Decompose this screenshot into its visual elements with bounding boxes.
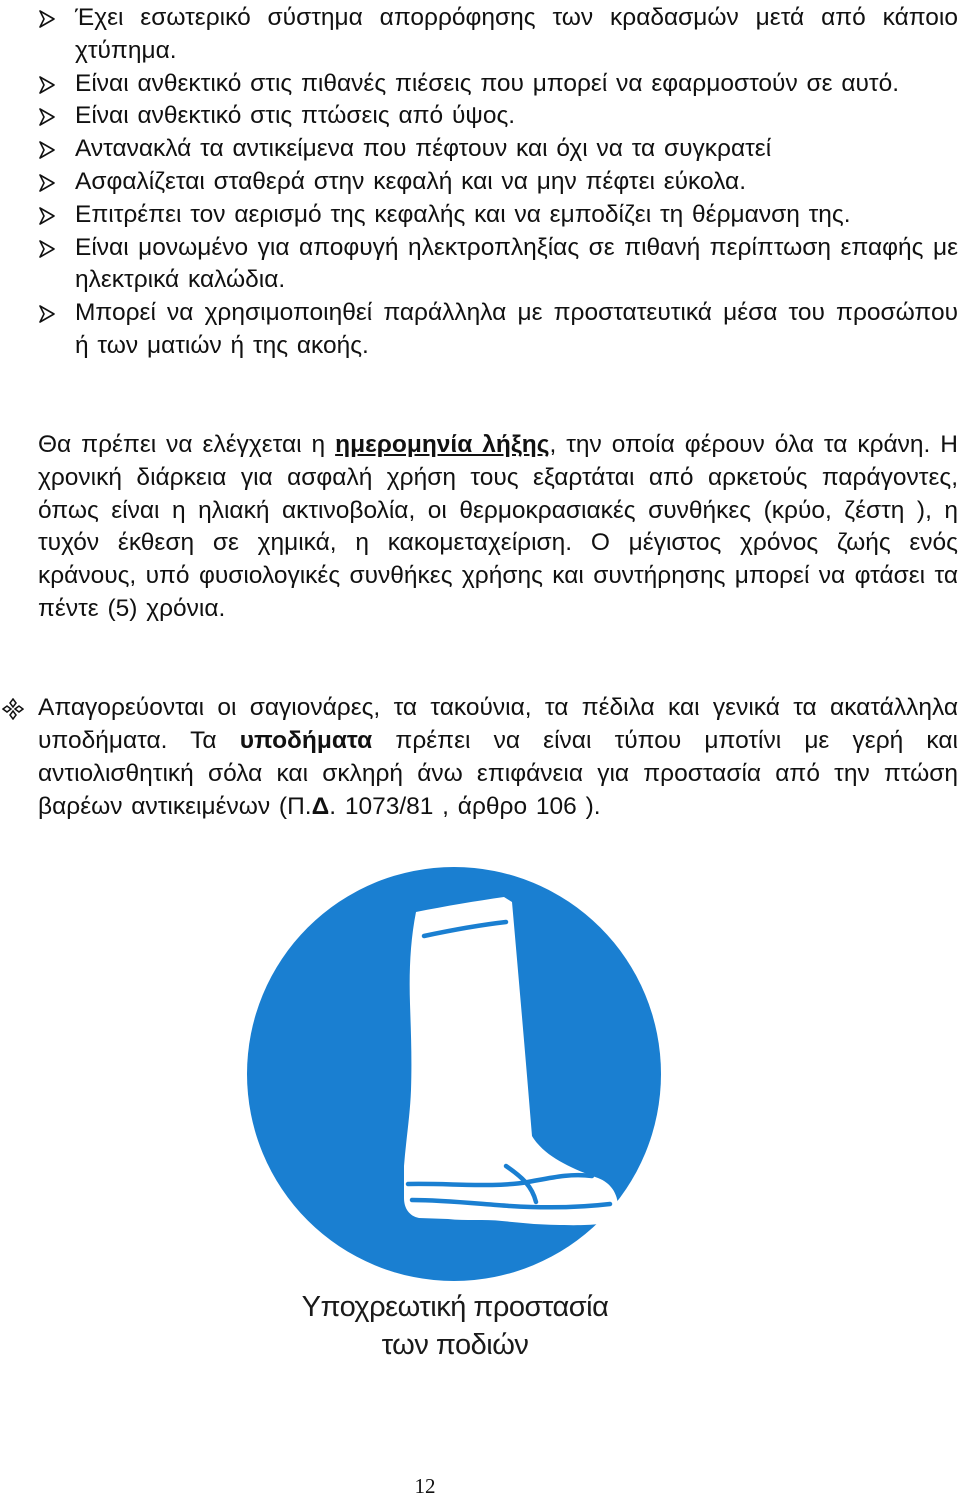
- expiry-paragraph: [38, 429, 958, 626]
- arrow-bullet-icon: [38, 305, 56, 323]
- list-item: [38, 232, 958, 298]
- list-item-text: Ασφαλίζεται σταθερά στην κεφαλή και να μην πέφτει εύκολα.: [75, 167, 747, 195]
- page-number: 12: [414, 1474, 436, 1498]
- expiry-text-start: Θα πρέπει να ελέγχεται η: [38, 431, 336, 458]
- arrow-bullet-icon: [38, 76, 56, 94]
- arrow-bullet-icon: [38, 141, 56, 159]
- arrow-bullet-icon: [38, 207, 56, 225]
- footwear-paragraph: [38, 691, 958, 823]
- list-item-text: Είναι ανθεκτικό στις πτώσεις από ύψος.: [75, 102, 516, 130]
- list-item: [38, 100, 958, 133]
- list-item: [38, 133, 958, 166]
- list-item-text: Αντανακλά τα αντικείμενα που πέφτουν και όχι να τα συγκρατεί: [75, 135, 772, 163]
- list-item-text: Είναι μονωμένο για αποφυγή ηλεκτροπληξίας σε πιθανή περίπτωση επαφής με ηλεκτρικά καλώδια.: [75, 233, 958, 294]
- diamond-bullet-icon: [2, 698, 24, 720]
- footwear-emphasis: υποδήματα: [239, 727, 373, 754]
- list-item: [38, 2, 958, 68]
- list-item: [38, 199, 958, 232]
- helmet-features-list: [38, 2, 958, 363]
- list-item-text: Έχει εσωτερικό σύστημα απορρόφησης των κραδασμών μετά από κάποιο χτύπημα.: [75, 4, 958, 64]
- mandatory-foot-protection-sign: [244, 864, 664, 1284]
- list-item-text: Επιτρέπει τον αερισμό της κεφαλής και να εμποδίζει τη θέρμανση της.: [75, 200, 851, 228]
- footwear-text-start: Απαγορεύονται οι σαγιονάρες, τα τακούνια, τα πέδιλα και γενικά τα ακατάλληλα υποδήματα. Τα: [38, 694, 958, 754]
- arrow-bullet-icon: [38, 10, 56, 28]
- sign-caption-line-2: των ποδιών: [381, 1329, 529, 1361]
- list-item: [38, 68, 958, 101]
- arrow-bullet-icon: [38, 174, 56, 192]
- footwear-letter-emphasis: Δ: [311, 793, 330, 820]
- footwear-text-middle: πρέπει να είναι τύπου μποτίνι με γερή και αντιολισθητική σόλα και σκληρή άνω επιφάνεια για προστασία από την πτώση βαρέων αντικειμένων (Π.: [38, 727, 958, 820]
- footwear-section: [0, 691, 958, 823]
- list-item: [38, 297, 958, 363]
- arrow-bullet-icon: [38, 240, 56, 258]
- arrow-bullet-icon: [38, 108, 56, 126]
- list-item-text: Μπορεί να χρησιμοποιηθεί παράλληλα με προστατευτικά μέσα του προσώπου ή των ματιών ή της ακοής.: [75, 299, 958, 359]
- list-item: [38, 166, 958, 199]
- sign-caption: [200, 1288, 710, 1364]
- expiry-text-end: , την οποία φέρουν όλα τα κράνη. Η χρονική διάρκεια για ασφαλή χρήση τους εξαρτάται από αρκετούς παράγοντες, όπως είναι η ηλιακή ακτινοβολία, οι θερμοκρασιακές συνθήκες (κρύο, ζέστη ), η τυχόν έκθεση σε χημικά, η κακομεταχείριση. Ο μέγιστος χρόνος ζωής ενός κράνους, υπό φυσιολογικές συνθήκες χρήσης και συντήρησης μπορεί να φτάσει τα πέντε (5) χρόνια.: [38, 431, 958, 622]
- footwear-text-end: . 1073/81 , άρθρο 106 ).: [329, 793, 601, 820]
- expiry-date-emphasis: ημερομηνία λήξης: [335, 431, 550, 458]
- list-item-text: Είναι ανθεκτικό στις πιθανές πιέσεις που μπορεί να εφαρμοστούν σε αυτό.: [75, 69, 900, 97]
- sign-caption-line-1: Υποχρεωτική προστασία: [301, 1291, 609, 1323]
